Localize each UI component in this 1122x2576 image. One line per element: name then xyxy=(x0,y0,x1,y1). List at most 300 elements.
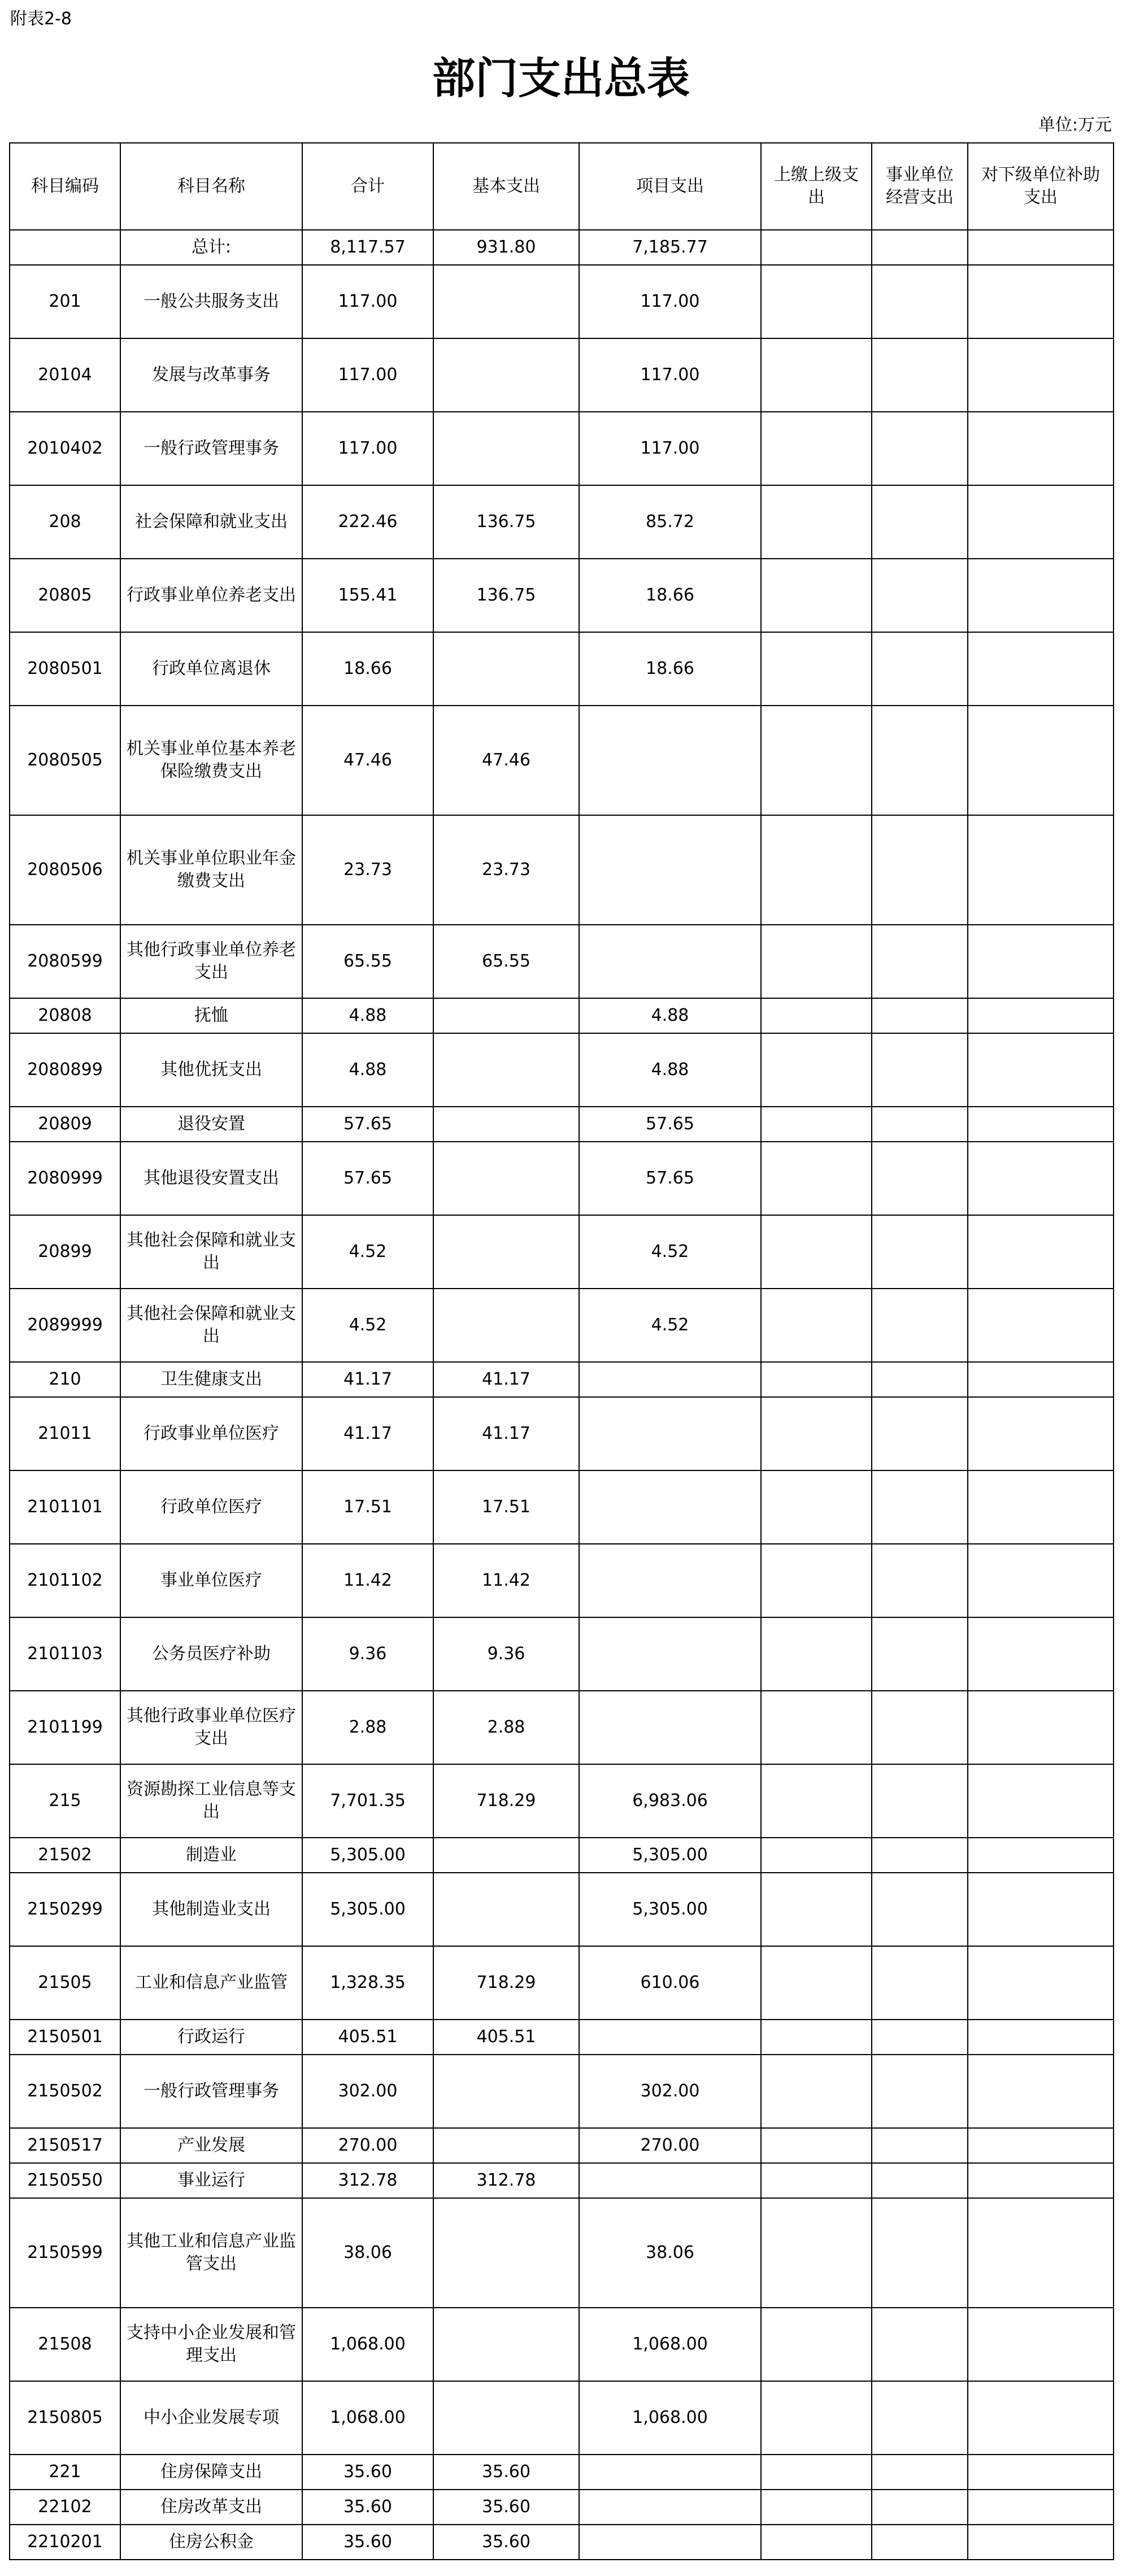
cell-basic: 65.55 xyxy=(433,925,579,998)
cell-business xyxy=(872,1544,968,1617)
cell-project xyxy=(579,925,761,998)
cell-subsidy xyxy=(968,1873,1114,1946)
cell-project xyxy=(579,1397,761,1470)
cell-name: 其他社会保障和就业支出 xyxy=(120,1289,302,1362)
cell-code: 2101199 xyxy=(10,1691,120,1764)
cell-code: 21011 xyxy=(10,1397,120,1470)
table-body xyxy=(10,230,1114,2560)
cell-business xyxy=(872,1617,968,1691)
cell-name: 其他优抚支出 xyxy=(120,1033,302,1107)
cell-business xyxy=(872,1691,968,1764)
cell-code xyxy=(10,230,120,265)
expenditure-table xyxy=(9,142,1114,2560)
cell-total: 38.06 xyxy=(302,2198,433,2308)
cell-name: 中小企业发展专项 xyxy=(120,2381,302,2455)
cell-total: 65.55 xyxy=(302,925,433,998)
cell-name: 行政运行 xyxy=(120,2020,302,2055)
cell-total: 5,305.00 xyxy=(302,1838,433,1873)
cell-upper xyxy=(761,338,872,412)
cell-total: 117.00 xyxy=(302,338,433,412)
cell-project: 7,185.77 xyxy=(579,230,761,265)
table-row xyxy=(10,559,1114,632)
cell-subsidy xyxy=(968,2525,1114,2560)
cell-total: 41.17 xyxy=(302,1397,433,1470)
header-basic: 基本支出 xyxy=(433,143,579,230)
cell-name: 支持中小企业发展和管理支出 xyxy=(120,2308,302,2381)
cell-business xyxy=(872,1397,968,1470)
cell-business xyxy=(872,1873,968,1946)
cell-subsidy xyxy=(968,1617,1114,1691)
cell-name: 公务员医疗补助 xyxy=(120,1617,302,1691)
cell-upper xyxy=(761,1215,872,1289)
cell-subsidy xyxy=(968,2381,1114,2455)
cell-basic xyxy=(433,1107,579,1142)
table-row xyxy=(10,338,1114,412)
cell-subsidy xyxy=(968,925,1114,998)
cell-business xyxy=(872,998,968,1033)
cell-basic: 931.80 xyxy=(433,230,579,265)
cell-subsidy xyxy=(968,1033,1114,1107)
header-code: 科目编码 xyxy=(10,143,120,230)
cell-project: 85.72 xyxy=(579,485,761,559)
cell-code: 20805 xyxy=(10,559,120,632)
cell-subsidy xyxy=(968,998,1114,1033)
cell-upper xyxy=(761,1107,872,1142)
cell-name: 行政事业单位医疗 xyxy=(120,1397,302,1470)
cell-total: 8,117.57 xyxy=(302,230,433,265)
cell-total: 4.88 xyxy=(302,1033,433,1107)
cell-basic: 35.60 xyxy=(433,2525,579,2560)
cell-project xyxy=(579,706,761,815)
cell-total: 302.00 xyxy=(302,2055,433,2128)
cell-code: 2080999 xyxy=(10,1142,120,1215)
cell-project: 57.65 xyxy=(579,1142,761,1215)
cell-upper xyxy=(761,1764,872,1838)
cell-basic xyxy=(433,338,579,412)
cell-business xyxy=(872,815,968,925)
cell-business xyxy=(872,1107,968,1142)
header-project: 项目支出 xyxy=(579,143,761,230)
cell-subsidy xyxy=(968,265,1114,338)
cell-code: 2150502 xyxy=(10,2055,120,2128)
cell-name: 住房保障支出 xyxy=(120,2455,302,2490)
cell-basic: 312.78 xyxy=(433,2163,579,2198)
header-business: 事业单位经营支出 xyxy=(872,143,968,230)
cell-project xyxy=(579,2490,761,2525)
cell-name: 总计: xyxy=(120,230,302,265)
cell-total: 155.41 xyxy=(302,559,433,632)
cell-project: 270.00 xyxy=(579,2128,761,2163)
cell-basic: 35.60 xyxy=(433,2455,579,2490)
cell-subsidy xyxy=(968,1470,1114,1544)
cell-name: 制造业 xyxy=(120,1838,302,1873)
cell-name: 一般公共服务支出 xyxy=(120,265,302,338)
cell-project xyxy=(579,1362,761,1397)
cell-basic xyxy=(433,2198,579,2308)
table-row xyxy=(10,2525,1114,2560)
header-subsidy: 对下级单位补助支出 xyxy=(968,143,1114,230)
cell-name: 工业和信息产业监管 xyxy=(120,1946,302,2020)
cell-upper xyxy=(761,998,872,1033)
cell-upper xyxy=(761,1873,872,1946)
cell-name: 住房改革支出 xyxy=(120,2490,302,2525)
cell-upper xyxy=(761,1142,872,1215)
cell-subsidy xyxy=(968,2055,1114,2128)
unit-label: 单位:万元 xyxy=(1038,115,1112,135)
cell-project: 4.88 xyxy=(579,998,761,1033)
cell-project xyxy=(579,2163,761,2198)
header-row xyxy=(10,143,1114,230)
cell-business xyxy=(872,2198,968,2308)
cell-upper xyxy=(761,1470,872,1544)
cell-name: 一般行政管理事务 xyxy=(120,2055,302,2128)
cell-project xyxy=(579,2525,761,2560)
cell-subsidy xyxy=(968,1397,1114,1470)
cell-subsidy xyxy=(968,559,1114,632)
cell-basic xyxy=(433,1033,579,1107)
cell-code: 2210201 xyxy=(10,2525,120,2560)
table-row xyxy=(10,1617,1114,1691)
cell-business xyxy=(872,1764,968,1838)
cell-subsidy xyxy=(968,2128,1114,2163)
cell-basic: 2.88 xyxy=(433,1691,579,1764)
cell-basic xyxy=(433,2128,579,2163)
cell-code: 221 xyxy=(10,2455,120,2490)
cell-code: 20104 xyxy=(10,338,120,412)
cell-project: 117.00 xyxy=(579,338,761,412)
cell-upper xyxy=(761,632,872,706)
cell-upper xyxy=(761,925,872,998)
cell-code: 2150501 xyxy=(10,2020,120,2055)
cell-business xyxy=(872,2163,968,2198)
cell-total: 4.52 xyxy=(302,1215,433,1289)
cell-upper xyxy=(761,1838,872,1873)
cell-project xyxy=(579,1691,761,1764)
cell-project: 117.00 xyxy=(579,412,761,485)
cell-subsidy xyxy=(968,2163,1114,2198)
table-row xyxy=(10,2163,1114,2198)
table-row xyxy=(10,230,1114,265)
cell-total: 23.73 xyxy=(302,815,433,925)
cell-name: 抚恤 xyxy=(120,998,302,1033)
cell-project: 4.52 xyxy=(579,1215,761,1289)
cell-upper xyxy=(761,1289,872,1362)
cell-code: 21502 xyxy=(10,1838,120,1873)
cell-upper xyxy=(761,230,872,265)
table-row xyxy=(10,2490,1114,2525)
cell-upper xyxy=(761,2308,872,2381)
cell-name: 事业运行 xyxy=(120,2163,302,2198)
cell-business xyxy=(872,1946,968,2020)
cell-basic: 23.73 xyxy=(433,815,579,925)
cell-business xyxy=(872,632,968,706)
table-row xyxy=(10,1691,1114,1764)
cell-upper xyxy=(761,815,872,925)
cell-subsidy xyxy=(968,1362,1114,1397)
cell-business xyxy=(872,925,968,998)
cell-total: 4.88 xyxy=(302,998,433,1033)
cell-subsidy xyxy=(968,338,1114,412)
table-row xyxy=(10,265,1114,338)
table-row xyxy=(10,2128,1114,2163)
cell-basic xyxy=(433,1215,579,1289)
cell-name: 其他行政事业单位医疗支出 xyxy=(120,1691,302,1764)
cell-name: 其他制造业支出 xyxy=(120,1873,302,1946)
cell-basic: 718.29 xyxy=(433,1946,579,2020)
cell-business xyxy=(872,338,968,412)
cell-subsidy xyxy=(968,1107,1114,1142)
header-name: 科目名称 xyxy=(120,143,302,230)
cell-name: 住房公积金 xyxy=(120,2525,302,2560)
cell-basic xyxy=(433,2308,579,2381)
cell-total: 1,068.00 xyxy=(302,2381,433,2455)
table-row xyxy=(10,2308,1114,2381)
cell-upper xyxy=(761,2381,872,2455)
cell-project xyxy=(579,1617,761,1691)
table-row xyxy=(10,632,1114,706)
cell-basic: 136.75 xyxy=(433,559,579,632)
cell-project xyxy=(579,815,761,925)
table-row xyxy=(10,1544,1114,1617)
cell-subsidy xyxy=(968,2455,1114,2490)
cell-code: 22102 xyxy=(10,2490,120,2525)
cell-project xyxy=(579,2020,761,2055)
cell-name: 事业单位医疗 xyxy=(120,1544,302,1617)
cell-subsidy xyxy=(968,2198,1114,2308)
cell-project: 117.00 xyxy=(579,265,761,338)
cell-total: 11.42 xyxy=(302,1544,433,1617)
cell-total: 35.60 xyxy=(302,2455,433,2490)
cell-name: 机关事业单位基本养老保险缴费支出 xyxy=(120,706,302,815)
cell-upper xyxy=(761,1397,872,1470)
table-row xyxy=(10,1142,1114,1215)
cell-code: 2080501 xyxy=(10,632,120,706)
table-row xyxy=(10,1838,1114,1873)
cell-name: 其他社会保障和就业支出 xyxy=(120,1215,302,1289)
cell-subsidy xyxy=(968,230,1114,265)
table-row xyxy=(10,1107,1114,1142)
cell-upper xyxy=(761,485,872,559)
cell-basic: 41.17 xyxy=(433,1362,579,1397)
cell-subsidy xyxy=(968,2308,1114,2381)
cell-code: 2150299 xyxy=(10,1873,120,1946)
cell-code: 2080505 xyxy=(10,706,120,815)
cell-code: 20809 xyxy=(10,1107,120,1142)
cell-name: 行政事业单位养老支出 xyxy=(120,559,302,632)
cell-code: 20899 xyxy=(10,1215,120,1289)
cell-subsidy xyxy=(968,412,1114,485)
table-row xyxy=(10,1362,1114,1397)
cell-code: 20808 xyxy=(10,998,120,1033)
table-row xyxy=(10,2055,1114,2128)
cell-upper xyxy=(761,2055,872,2128)
cell-total: 405.51 xyxy=(302,2020,433,2055)
cell-business xyxy=(872,1362,968,1397)
cell-code: 2101101 xyxy=(10,1470,120,1544)
cell-code: 21508 xyxy=(10,2308,120,2381)
table-row xyxy=(10,1873,1114,1946)
cell-project: 610.06 xyxy=(579,1946,761,2020)
table-row xyxy=(10,412,1114,485)
table-row xyxy=(10,2455,1114,2490)
cell-basic xyxy=(433,2381,579,2455)
cell-subsidy xyxy=(968,1946,1114,2020)
cell-business xyxy=(872,1215,968,1289)
cell-upper xyxy=(761,1362,872,1397)
cell-basic xyxy=(433,2055,579,2128)
cell-business xyxy=(872,485,968,559)
cell-basic xyxy=(433,998,579,1033)
cell-project: 1,068.00 xyxy=(579,2308,761,2381)
cell-business xyxy=(872,1838,968,1873)
cell-total: 4.52 xyxy=(302,1289,433,1362)
cell-name: 退役安置 xyxy=(120,1107,302,1142)
cell-total: 17.51 xyxy=(302,1470,433,1544)
table-row xyxy=(10,998,1114,1033)
cell-total: 117.00 xyxy=(302,412,433,485)
cell-upper xyxy=(761,2020,872,2055)
cell-upper xyxy=(761,265,872,338)
cell-business xyxy=(872,2020,968,2055)
cell-business xyxy=(872,1033,968,1107)
cell-basic: 718.29 xyxy=(433,1764,579,1838)
cell-subsidy xyxy=(968,632,1114,706)
cell-subsidy xyxy=(968,485,1114,559)
cell-total: 57.65 xyxy=(302,1142,433,1215)
cell-name: 其他工业和信息产业监管支出 xyxy=(120,2198,302,2308)
cell-name: 发展与改革事务 xyxy=(120,338,302,412)
cell-total: 2.88 xyxy=(302,1691,433,1764)
cell-code: 210 xyxy=(10,1362,120,1397)
cell-business xyxy=(872,559,968,632)
cell-business xyxy=(872,1470,968,1544)
cell-subsidy xyxy=(968,1544,1114,1617)
table-row xyxy=(10,1764,1114,1838)
cell-name: 行政单位离退休 xyxy=(120,632,302,706)
table-row xyxy=(10,2020,1114,2055)
cell-subsidy xyxy=(968,1215,1114,1289)
cell-upper xyxy=(761,2490,872,2525)
cell-name: 资源勘探工业信息等支出 xyxy=(120,1764,302,1838)
cell-basic xyxy=(433,1838,579,1873)
cell-upper xyxy=(761,559,872,632)
cell-upper xyxy=(761,2198,872,2308)
cell-business xyxy=(872,1142,968,1215)
cell-subsidy xyxy=(968,1838,1114,1873)
table-row xyxy=(10,706,1114,815)
cell-project: 6,983.06 xyxy=(579,1764,761,1838)
table-row xyxy=(10,2381,1114,2455)
table-row xyxy=(10,485,1114,559)
table-row xyxy=(10,815,1114,925)
table-row xyxy=(10,1397,1114,1470)
cell-project xyxy=(579,1470,761,1544)
header-upper: 上缴上级支出 xyxy=(761,143,872,230)
cell-total: 1,328.35 xyxy=(302,1946,433,2020)
cell-code: 2150599 xyxy=(10,2198,120,2308)
cell-code: 2080899 xyxy=(10,1033,120,1107)
cell-code: 215 xyxy=(10,1764,120,1838)
cell-basic: 35.60 xyxy=(433,2490,579,2525)
cell-subsidy xyxy=(968,2020,1114,2055)
cell-basic xyxy=(433,632,579,706)
cell-subsidy xyxy=(968,2490,1114,2525)
cell-project xyxy=(579,2455,761,2490)
cell-code: 2101103 xyxy=(10,1617,120,1691)
cell-name: 社会保障和就业支出 xyxy=(120,485,302,559)
cell-project: 38.06 xyxy=(579,2198,761,2308)
cell-upper xyxy=(761,1544,872,1617)
cell-subsidy xyxy=(968,1289,1114,1362)
table-row xyxy=(10,1033,1114,1107)
cell-upper xyxy=(761,1033,872,1107)
cell-code: 201 xyxy=(10,265,120,338)
cell-total: 9.36 xyxy=(302,1617,433,1691)
cell-business xyxy=(872,2490,968,2525)
cell-total: 57.65 xyxy=(302,1107,433,1142)
cell-code: 2089999 xyxy=(10,1289,120,1362)
cell-upper xyxy=(761,1617,872,1691)
table-row xyxy=(10,1946,1114,2020)
cell-project: 1,068.00 xyxy=(579,2381,761,2455)
cell-code: 21505 xyxy=(10,1946,120,2020)
cell-total: 117.00 xyxy=(302,265,433,338)
cell-upper xyxy=(761,412,872,485)
cell-upper xyxy=(761,2455,872,2490)
cell-code: 2150805 xyxy=(10,2381,120,2455)
cell-name: 其他行政事业单位养老支出 xyxy=(120,925,302,998)
cell-total: 222.46 xyxy=(302,485,433,559)
cell-code: 2010402 xyxy=(10,412,120,485)
cell-upper xyxy=(761,2525,872,2560)
cell-basic: 47.46 xyxy=(433,706,579,815)
cell-project: 18.66 xyxy=(579,632,761,706)
cell-subsidy xyxy=(968,1691,1114,1764)
cell-upper xyxy=(761,706,872,815)
cell-total: 270.00 xyxy=(302,2128,433,2163)
cell-code: 2101102 xyxy=(10,1544,120,1617)
table-row xyxy=(10,1215,1114,1289)
cell-basic: 11.42 xyxy=(433,1544,579,1617)
cell-total: 35.60 xyxy=(302,2525,433,2560)
cell-name: 机关事业单位职业年金缴费支出 xyxy=(120,815,302,925)
cell-total: 5,305.00 xyxy=(302,1873,433,1946)
attachment-label: 附表2-8 xyxy=(10,9,72,29)
cell-total: 35.60 xyxy=(302,2490,433,2525)
cell-basic xyxy=(433,1873,579,1946)
cell-basic xyxy=(433,1289,579,1362)
cell-business xyxy=(872,2381,968,2455)
cell-project: 5,305.00 xyxy=(579,1838,761,1873)
cell-basic: 9.36 xyxy=(433,1617,579,1691)
cell-basic xyxy=(433,265,579,338)
cell-project: 18.66 xyxy=(579,559,761,632)
cell-project: 302.00 xyxy=(579,2055,761,2128)
cell-name: 一般行政管理事务 xyxy=(120,412,302,485)
table-row xyxy=(10,1289,1114,1362)
cell-basic xyxy=(433,412,579,485)
cell-code: 2080599 xyxy=(10,925,120,998)
cell-total: 47.46 xyxy=(302,706,433,815)
cell-subsidy xyxy=(968,815,1114,925)
cell-business xyxy=(872,1289,968,1362)
cell-code: 2080506 xyxy=(10,815,120,925)
cell-upper xyxy=(761,2163,872,2198)
cell-business xyxy=(872,2055,968,2128)
cell-project: 4.88 xyxy=(579,1033,761,1107)
cell-total: 41.17 xyxy=(302,1362,433,1397)
cell-business xyxy=(872,230,968,265)
